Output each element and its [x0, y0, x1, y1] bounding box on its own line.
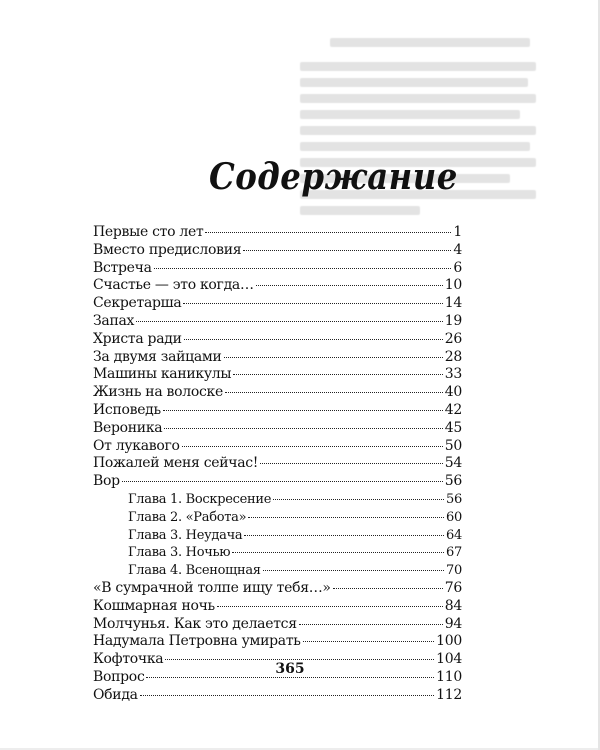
dot-leader — [244, 535, 444, 536]
toc-entry-page: 1 — [453, 224, 462, 240]
toc-entry-title: Запах — [93, 312, 135, 329]
toc-entry — [93, 331, 462, 349]
toc-entry — [93, 313, 462, 331]
toc-entry-page: 110 — [436, 668, 462, 685]
dot-leader — [140, 695, 434, 696]
dot-leader — [224, 357, 443, 358]
toc-entry-title: Молчунья. Как это делается — [93, 615, 297, 632]
toc-entry-title: «В сумрачной толпе ищу тебя…» — [93, 579, 331, 596]
dot-leader — [333, 588, 443, 589]
toc-entry-title: Жизнь на волоске — [93, 384, 223, 401]
toc-subentry — [93, 544, 462, 562]
toc-entry-title: Глава 1. Воскресение — [128, 491, 272, 507]
toc-entry — [93, 402, 462, 420]
toc-entry-page: 40 — [444, 384, 462, 401]
toc-entry-page: 112 — [436, 686, 462, 703]
toc-entry-title: Кошмарная ночь — [93, 597, 215, 614]
dot-leader — [225, 392, 443, 393]
toc-entry-page: 64 — [446, 527, 462, 543]
dot-leader — [122, 481, 443, 482]
toc-entry — [93, 687, 462, 705]
toc-entry — [93, 473, 462, 491]
toc-entry — [93, 260, 462, 278]
toc-heading: Содержание — [209, 156, 458, 198]
toc-entry — [93, 295, 462, 313]
toc-entry-page: 104 — [436, 651, 462, 668]
toc-subentry — [93, 562, 462, 580]
toc-entry-page: 14 — [444, 295, 462, 312]
toc-entry-title: Встреча — [93, 259, 152, 276]
toc-entry-title: Глава 3. Неудача — [128, 527, 243, 543]
dot-leader — [260, 463, 443, 464]
dot-leader — [256, 285, 443, 286]
toc-entry-title: Секретарша — [93, 295, 182, 312]
dot-leader — [263, 570, 444, 571]
toc-entry — [93, 384, 462, 402]
toc-entry — [93, 366, 462, 384]
toc-entry-page: 6 — [453, 259, 462, 276]
dot-leader — [183, 303, 442, 304]
toc-entry-page: 56 — [444, 473, 462, 490]
toc-entry-title: Первые сто лет — [93, 224, 204, 240]
toc-entry — [93, 224, 462, 242]
toc-entry-page: 28 — [444, 348, 462, 365]
toc-entry-title: Обида — [93, 686, 138, 703]
toc-entry-page: 26 — [444, 330, 462, 347]
toc-entry-title: Глава 2. «Работа» — [128, 509, 247, 525]
toc-entry-title: Глава 4. Всенощная — [128, 563, 261, 579]
dot-leader — [154, 268, 452, 269]
toc-entry-page: 10 — [444, 277, 462, 294]
toc-entry-title: Вор — [93, 473, 120, 490]
dot-leader — [205, 232, 451, 233]
page-number: 365 — [275, 661, 305, 677]
toc-entry — [93, 616, 462, 634]
toc-entry-title: Пожалей меня сейчас! — [93, 455, 259, 472]
toc-entry — [93, 420, 462, 438]
dot-leader — [232, 552, 444, 553]
dot-leader — [248, 517, 444, 518]
toc-entry-title: За двумя зайцами — [93, 348, 222, 365]
toc-entry-title: Надумала Петровна умирать — [93, 633, 301, 650]
toc-entry-page: 60 — [446, 509, 462, 525]
toc-entry-page: 100 — [436, 633, 462, 650]
toc-entry — [93, 349, 462, 367]
toc-entry — [93, 455, 462, 473]
toc-entry — [93, 633, 462, 651]
toc-entry-page: 76 — [444, 579, 462, 596]
toc-entry-title: Вместо предисловия — [93, 241, 242, 258]
toc-entry — [93, 598, 462, 616]
toc-entry-page: 42 — [444, 401, 462, 418]
toc-entry-title: Христа ради — [93, 330, 182, 347]
dot-leader — [243, 250, 451, 251]
toc-entry — [93, 277, 462, 295]
toc-entry — [93, 242, 462, 260]
toc-entry-page: 94 — [444, 615, 462, 632]
toc-entry — [93, 438, 462, 456]
toc-entry-page: 67 — [446, 545, 462, 561]
toc-entry-page: 84 — [444, 597, 462, 614]
toc-entry-page: 19 — [444, 312, 462, 329]
table-of-contents — [93, 224, 462, 705]
toc-entry-title: Вопрос — [93, 668, 145, 685]
dot-leader — [299, 624, 443, 625]
toc-entry-page: 54 — [444, 455, 462, 472]
toc-entry-title: Исповедь — [93, 401, 161, 418]
toc-entry-title: От лукавого — [93, 437, 180, 454]
toc-entry-title: Глава 3. Ночью — [128, 545, 231, 561]
toc-entry-title: Кофточка — [93, 651, 164, 668]
toc-entry-page: 50 — [444, 437, 462, 454]
dot-leader — [233, 374, 443, 375]
toc-subentry — [93, 491, 462, 509]
toc-entry-title: Вероника — [93, 419, 163, 436]
toc-entry-page: 45 — [444, 419, 462, 436]
dot-leader — [182, 446, 443, 447]
dot-leader — [164, 428, 442, 429]
toc-entry-title: Счастье — это когда… — [93, 277, 254, 294]
toc-entry — [93, 580, 462, 598]
toc-entry-title: Машины каникулы — [93, 366, 232, 383]
toc-subentry — [93, 509, 462, 527]
dot-leader — [136, 321, 443, 322]
toc-entry-page: 56 — [446, 491, 462, 507]
dot-leader — [163, 410, 443, 411]
dot-leader — [273, 499, 444, 500]
dot-leader — [184, 339, 443, 340]
toc-entry-page: 4 — [453, 241, 462, 258]
toc-entry-page: 33 — [444, 366, 462, 383]
dot-leader — [303, 641, 435, 642]
toc-subentry — [93, 527, 462, 545]
toc-entry-page: 70 — [446, 563, 462, 579]
dot-leader — [217, 606, 443, 607]
